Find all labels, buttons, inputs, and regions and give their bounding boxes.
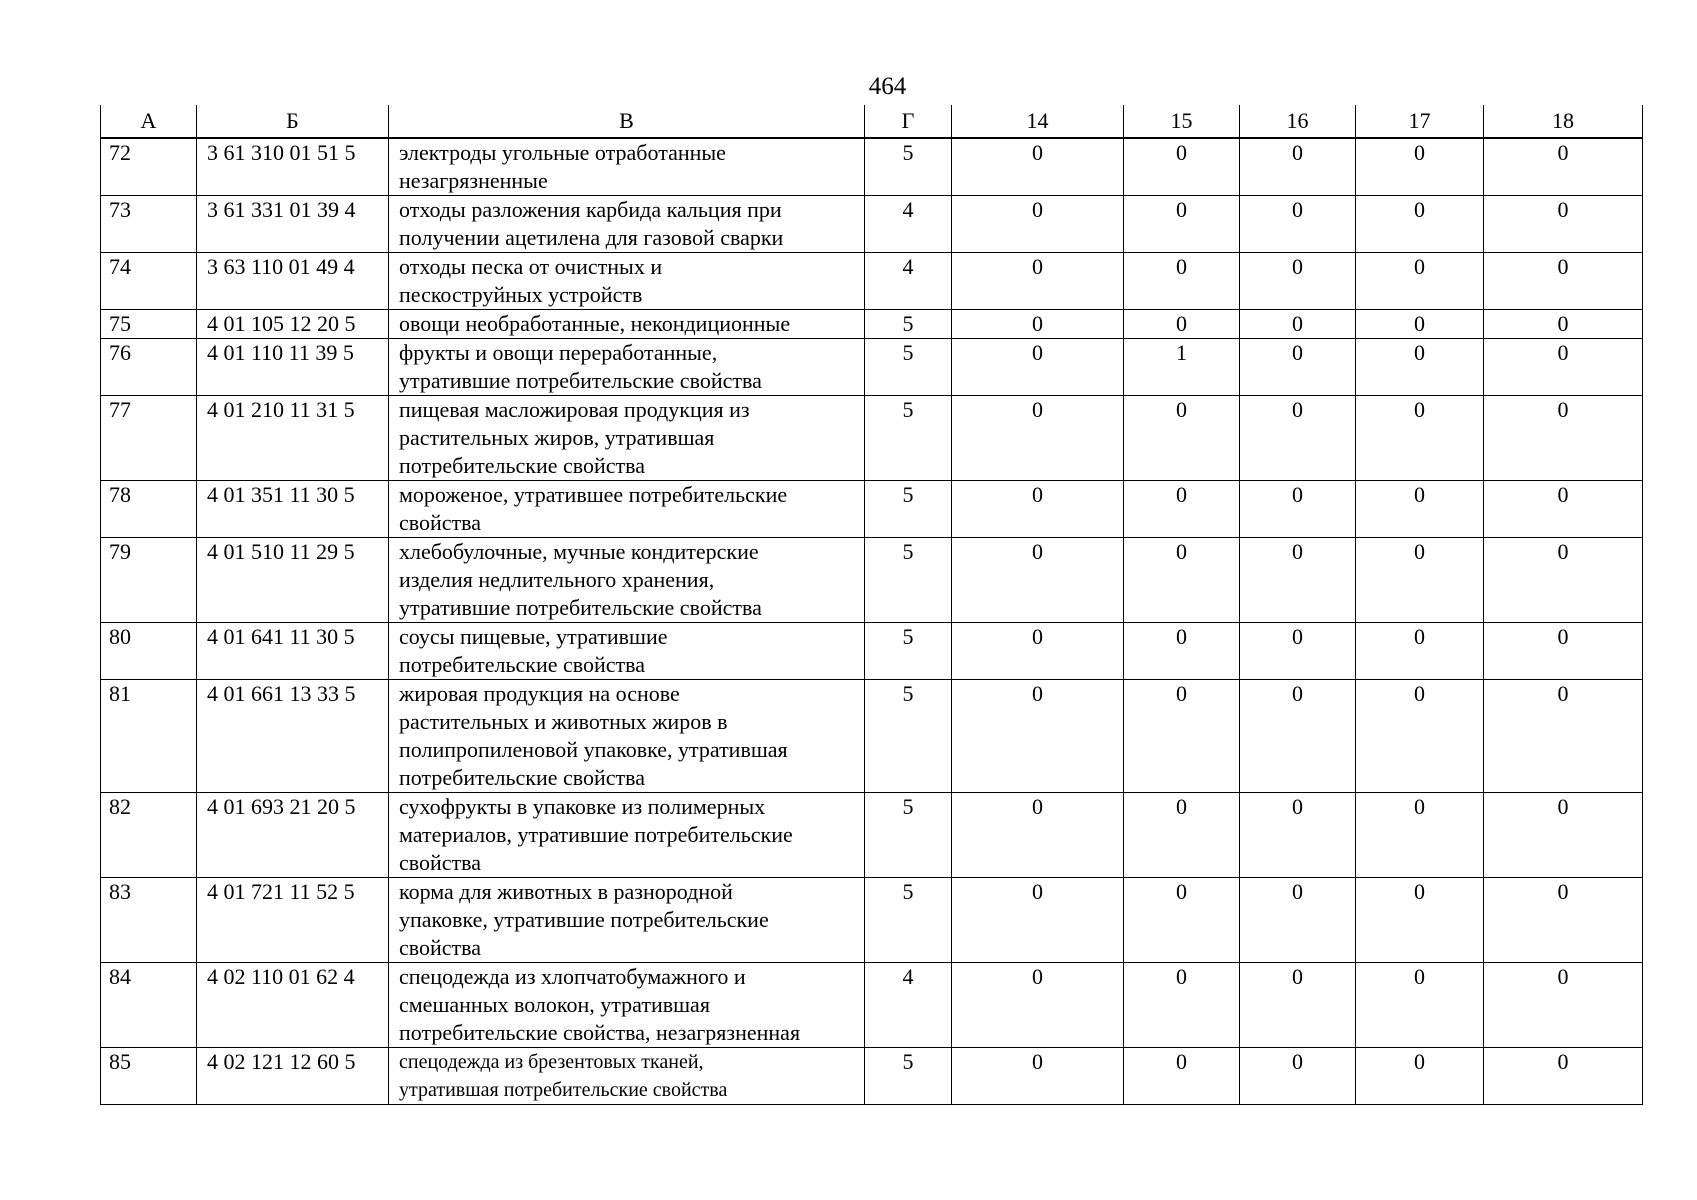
row-number-cell: 77: [101, 396, 197, 481]
description-line: фрукты и овощи переработанные,: [399, 340, 718, 365]
value-cell-15: 0: [1124, 138, 1240, 196]
description-line: потребительские свойства: [399, 652, 645, 677]
hazard-class-cell: 5: [865, 481, 952, 538]
table-row: [101, 310, 1643, 339]
value-cell-16: 0: [1240, 878, 1356, 963]
row-number-cell: 82: [101, 793, 197, 878]
value-cell-17: 0: [1356, 310, 1484, 339]
waste-code-cell: 3 61 331 01 39 4: [197, 196, 389, 253]
value-cell-14: 0: [952, 680, 1124, 793]
hazard-class-cell: 5: [865, 878, 952, 963]
row-number-cell: 79: [101, 538, 197, 623]
waste-description-cell: [389, 623, 865, 680]
value-cell-14: 0: [952, 538, 1124, 623]
value-cell-15: 0: [1124, 963, 1240, 1048]
value-cell-14: 0: [952, 253, 1124, 310]
description-line: получении ацетилена для газовой сварки: [399, 225, 784, 250]
value-cell-16: 0: [1240, 623, 1356, 680]
value-cell-17: 0: [1356, 538, 1484, 623]
description-line: потребительские свойства: [399, 453, 645, 478]
waste-description-cell: [389, 481, 865, 538]
value-cell-17: 0: [1356, 680, 1484, 793]
waste-code-cell: 4 01 721 11 52 5: [197, 878, 389, 963]
value-cell-17: 0: [1356, 963, 1484, 1048]
header-cell-g: Г: [865, 105, 952, 138]
description-line: свойства: [399, 935, 482, 960]
waste-description-cell: [389, 1048, 865, 1105]
value-cell-17: 0: [1356, 253, 1484, 310]
value-cell-14: 0: [952, 310, 1124, 339]
value-cell-14: 0: [952, 396, 1124, 481]
hazard-class-cell: 5: [865, 138, 952, 196]
value-cell-15: 1: [1124, 339, 1240, 396]
waste-description-cell: [389, 310, 865, 339]
description-line: растительных жиров, утратившая: [399, 425, 715, 450]
description-line: упаковке, утратившие потребительские: [399, 907, 769, 932]
hazard-class-cell: 5: [865, 623, 952, 680]
waste-code-cell: 4 01 105 12 20 5: [197, 310, 389, 339]
row-number-cell: 73: [101, 196, 197, 253]
waste-code-cell: 4 01 110 11 39 5: [197, 339, 389, 396]
header-cell-18: 18: [1484, 105, 1643, 138]
hazard-class-cell: 5: [865, 680, 952, 793]
value-cell-14: 0: [952, 138, 1124, 196]
table-row: [101, 878, 1643, 963]
value-cell-18: 0: [1484, 339, 1643, 396]
value-cell-17: 0: [1356, 138, 1484, 196]
waste-code-cell: 4 01 351 11 30 5: [197, 481, 389, 538]
waste-description-cell: [389, 793, 865, 878]
table-row: [101, 138, 1643, 196]
waste-code-cell: 4 01 510 11 29 5: [197, 538, 389, 623]
value-cell-14: 0: [952, 793, 1124, 878]
waste-code-cell: 4 01 661 13 33 5: [197, 680, 389, 793]
value-cell-17: 0: [1356, 623, 1484, 680]
value-cell-17: 0: [1356, 396, 1484, 481]
table-row: [101, 481, 1643, 538]
value-cell-16: 0: [1240, 138, 1356, 196]
value-cell-18: 0: [1484, 623, 1643, 680]
value-cell-16: 0: [1240, 196, 1356, 253]
header-cell-b: Б: [197, 105, 389, 138]
description-line: свойства: [399, 510, 482, 535]
waste-description-cell: [389, 680, 865, 793]
value-cell-14: 0: [952, 878, 1124, 963]
description-line: изделия недлительного хранения,: [399, 567, 715, 592]
table-body: [101, 138, 1643, 1105]
description-line: мороженое, утратившее потребительские: [399, 482, 788, 507]
value-cell-15: 0: [1124, 1048, 1240, 1105]
header-cell-v: В: [389, 105, 865, 138]
value-cell-14: 0: [952, 963, 1124, 1048]
waste-table: [100, 105, 1643, 1105]
value-cell-16: 0: [1240, 538, 1356, 623]
hazard-class-cell: 4: [865, 196, 952, 253]
description-line: хлебобулочные, мучные кондитерские: [399, 539, 759, 564]
value-cell-16: 0: [1240, 253, 1356, 310]
row-number-cell: 72: [101, 138, 197, 196]
row-number-cell: 74: [101, 253, 197, 310]
waste-description-cell: [389, 253, 865, 310]
value-cell-18: 0: [1484, 963, 1643, 1048]
waste-code-cell: 3 63 110 01 49 4: [197, 253, 389, 310]
value-cell-15: 0: [1124, 623, 1240, 680]
description-line: утратившие потребительские свойства: [399, 595, 762, 620]
value-cell-14: 0: [952, 623, 1124, 680]
row-number-cell: 80: [101, 623, 197, 680]
waste-code-cell: 3 61 310 01 51 5: [197, 138, 389, 196]
description-line: полипропиленовой упаковке, утратившая: [399, 737, 788, 762]
description-line: потребительские свойства: [399, 765, 645, 790]
value-cell-17: 0: [1356, 1048, 1484, 1105]
hazard-class-cell: 5: [865, 538, 952, 623]
header-cell-14: 14: [952, 105, 1124, 138]
row-number-cell: 76: [101, 339, 197, 396]
value-cell-16: 0: [1240, 963, 1356, 1048]
value-cell-14: 0: [952, 196, 1124, 253]
description-line: корма для животных в разнородной: [399, 879, 733, 904]
value-cell-18: 0: [1484, 878, 1643, 963]
header-cell-16: 16: [1240, 105, 1356, 138]
row-number-cell: 81: [101, 680, 197, 793]
value-cell-15: 0: [1124, 310, 1240, 339]
table-row: [101, 793, 1643, 878]
description-line: спецодежда из хлопчатобумажного и: [399, 964, 746, 989]
waste-code-cell: 4 02 110 01 62 4: [197, 963, 389, 1048]
table-row: [101, 680, 1643, 793]
waste-code-cell: 4 01 210 11 31 5: [197, 396, 389, 481]
waste-code-cell: 4 01 641 11 30 5: [197, 623, 389, 680]
row-number-cell: 83: [101, 878, 197, 963]
value-cell-15: 0: [1124, 196, 1240, 253]
table-row: [101, 253, 1643, 310]
waste-description-cell: [389, 339, 865, 396]
waste-description-cell: [389, 138, 865, 196]
value-cell-15: 0: [1124, 253, 1240, 310]
description-line: спецодежда из брезентовых тканей,: [399, 1051, 704, 1073]
hazard-class-cell: 5: [865, 1048, 952, 1105]
description-line: незагрязненные: [399, 168, 548, 193]
value-cell-18: 0: [1484, 196, 1643, 253]
value-cell-18: 0: [1484, 396, 1643, 481]
value-cell-18: 0: [1484, 138, 1643, 196]
value-cell-18: 0: [1484, 793, 1643, 878]
description-line: отходы песка от очистных и: [399, 254, 663, 279]
value-cell-14: 0: [952, 1048, 1124, 1105]
row-number-cell: 75: [101, 310, 197, 339]
header-cell-15: 15: [1124, 105, 1240, 138]
table-row: [101, 538, 1643, 623]
table-row: [101, 196, 1643, 253]
value-cell-15: 0: [1124, 680, 1240, 793]
description-line: потребительские свойства, незагрязненная: [399, 1020, 801, 1045]
description-line: утратившие потребительские свойства: [399, 368, 762, 393]
description-line: утратившая потребительские свойства: [399, 1079, 728, 1101]
waste-description-cell: [389, 396, 865, 481]
table-row: [101, 963, 1643, 1048]
value-cell-16: 0: [1240, 793, 1356, 878]
value-cell-15: 0: [1124, 538, 1240, 623]
value-cell-14: 0: [952, 481, 1124, 538]
table-row: [101, 623, 1643, 680]
value-cell-16: 0: [1240, 396, 1356, 481]
hazard-class-cell: 5: [865, 339, 952, 396]
header-cell-17: 17: [1356, 105, 1484, 138]
waste-description-cell: [389, 538, 865, 623]
waste-description-cell: [389, 963, 865, 1048]
table-row: [101, 339, 1643, 396]
value-cell-15: 0: [1124, 878, 1240, 963]
value-cell-15: 0: [1124, 793, 1240, 878]
value-cell-15: 0: [1124, 481, 1240, 538]
value-cell-18: 0: [1484, 253, 1643, 310]
description-line: растительных и животных жиров в: [399, 709, 728, 734]
value-cell-16: 0: [1240, 1048, 1356, 1105]
value-cell-18: 0: [1484, 310, 1643, 339]
description-line: пищевая масложировая продукция из: [399, 397, 750, 422]
row-number-cell: 78: [101, 481, 197, 538]
waste-description-cell: [389, 196, 865, 253]
value-cell-15: 0: [1124, 396, 1240, 481]
description-line: смешанных волокон, утратившая: [399, 992, 710, 1017]
table-row: [101, 1048, 1643, 1105]
hazard-class-cell: 5: [865, 396, 952, 481]
page-number: 464: [868, 73, 907, 100]
description-line: пескоструйных устройств: [399, 282, 643, 307]
table-row: [101, 396, 1643, 481]
description-line: электроды угольные отработанные: [399, 140, 726, 165]
value-cell-16: 0: [1240, 680, 1356, 793]
value-cell-17: 0: [1356, 339, 1484, 396]
value-cell-18: 0: [1484, 1048, 1643, 1105]
value-cell-16: 0: [1240, 481, 1356, 538]
description-line: свойства: [399, 850, 482, 875]
description-line: жировая продукция на основе: [399, 681, 680, 706]
description-line: овощи необработанные, некондиционные: [399, 311, 791, 336]
hazard-class-cell: 5: [865, 310, 952, 339]
row-number-cell: 85: [101, 1048, 197, 1105]
row-number-cell: 84: [101, 963, 197, 1048]
value-cell-17: 0: [1356, 196, 1484, 253]
description-line: отходы разложения карбида кальция при: [399, 197, 782, 222]
value-cell-16: 0: [1240, 339, 1356, 396]
header-row: [101, 105, 1643, 138]
value-cell-16: 0: [1240, 310, 1356, 339]
waste-code-cell: 4 02 121 12 60 5: [197, 1048, 389, 1105]
waste-code-cell: 4 01 693 21 20 5: [197, 793, 389, 878]
hazard-class-cell: 4: [865, 253, 952, 310]
waste-description-cell: [389, 878, 865, 963]
header-cell-a: А: [101, 105, 197, 138]
value-cell-17: 0: [1356, 793, 1484, 878]
value-cell-17: 0: [1356, 878, 1484, 963]
description-line: материалов, утратившие потребительские: [399, 822, 793, 847]
description-line: соусы пищевые, утратившие: [399, 624, 668, 649]
value-cell-14: 0: [952, 339, 1124, 396]
value-cell-17: 0: [1356, 481, 1484, 538]
value-cell-18: 0: [1484, 538, 1643, 623]
description-line: сухофрукты в упаковке из полимерных: [399, 794, 766, 819]
value-cell-18: 0: [1484, 481, 1643, 538]
hazard-class-cell: 4: [865, 963, 952, 1048]
value-cell-18: 0: [1484, 680, 1643, 793]
hazard-class-cell: 5: [865, 793, 952, 878]
